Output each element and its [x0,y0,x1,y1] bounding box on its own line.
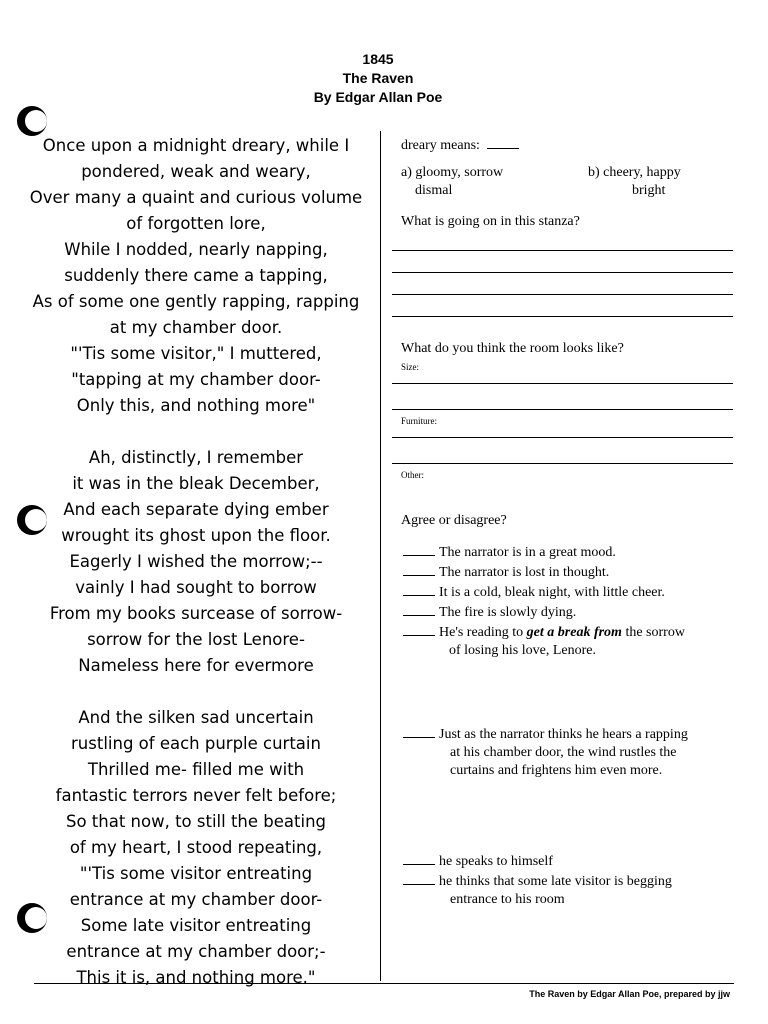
size-label: Size: [401,362,419,372]
room-question: What do you think the room looks like? [401,341,624,356]
list-item: It is a cold, bleak night, with little cheer. [403,582,685,602]
answer-line[interactable] [392,272,733,273]
poem-text [28,133,364,1017]
list-item: he thinks that some late visitor is begging [403,871,672,891]
option-a: a) gloomy, sorrow dismal [401,165,504,198]
answer-line[interactable] [392,383,733,384]
rapping-item: Just as the narrator thinks he hears a rapping at his chamber door, the wind rustles the curtains and frightens him even more. [403,724,688,780]
poem-line: sorrow for the lost Lenore- [87,630,305,649]
poem-line: This it is, and nothing more." [76,968,316,987]
answer-line[interactable] [392,437,733,438]
list-item: The fire is slowly dying. [403,602,685,622]
answer-blank[interactable] [487,135,519,149]
poem-line: pondered, weak and weary, [81,162,311,181]
agree-heading: Agree or disagree? [401,513,507,528]
poem-line: So that now, to still the beating [65,812,327,831]
poem-line: Eagerly I wished the morrow;-- [69,552,323,571]
answer-blank[interactable] [403,582,435,596]
answer-blank[interactable] [403,871,435,885]
poem-line: While I nodded, nearly napping, [64,240,328,259]
answer-blank[interactable] [403,851,435,865]
answer-blank[interactable] [403,562,435,576]
column-divider [380,131,381,981]
poem-line: at my chamber door. [109,318,283,337]
poem-line: And the silken sad uncertain [78,708,314,727]
answer-blank[interactable] [403,542,435,556]
poem-line: it was in the bleak December, [72,474,320,493]
punch-hole-icon [17,106,47,136]
poem-line: Thrilled me- filled me with [87,760,305,779]
poem-line: Ah, distinctly, I remember [88,448,304,467]
poem-line: "'Tis some visitor," I muttered, [70,344,322,363]
final-items: he speaks to himself he thinks that some late visitor is begging entrance to his room [403,851,672,909]
poem-line: From my books surcease of sorrow- [49,604,343,623]
option-b: b) cheery, happy bright [588,165,681,198]
poem-line: of my heart, I stood repeating, [69,838,323,857]
poem-line: And each separate dying ember [63,500,329,519]
poem-line: entrance at my chamber door- [69,890,323,909]
answer-blank[interactable] [403,602,435,616]
list-item: The narrator is lost in thought. [403,562,685,582]
answer-blank[interactable] [403,724,435,738]
list-item: he speaks to himself [403,851,672,871]
poem-line: entrance at my chamber door;- [66,942,326,961]
other-label: Other: [401,470,424,480]
answer-line[interactable] [392,294,733,295]
answer-line[interactable] [392,250,733,251]
footer-credit: The Raven by Edgar Allan Poe, prepared by jjw [529,989,730,999]
statement-list: The narrator is in a great mood. The narrator is lost in thought. It is a cold, bleak night, with little cheer. The fire is slowly dying. He's reading to get a break from the sorrow of losing his love, Lenore. [403,542,685,660]
answer-blank[interactable] [403,622,435,636]
furniture-label: Furniture: [401,416,437,426]
answer-line[interactable] [392,316,733,317]
stanza-1 [28,133,364,419]
document-header [0,50,756,107]
poem-line: Some late visitor entreating [80,916,312,935]
poem-line: "'Tis some visitor entreating [79,864,313,883]
poem-line: of forgotten lore, [126,214,266,233]
list-item: He's reading to get a break from the sorrow [403,622,685,642]
poem-line: Only this, and nothing more" [76,396,316,415]
poem-line: wrought its ghost upon the floor. [61,526,331,545]
answer-line[interactable] [392,409,733,410]
poem-line: Once upon a midnight dreary, while I [42,136,350,155]
stanza-question: What is going on in this stanza? [401,214,580,229]
poem-line: fantastic terrors never felt before; [55,786,337,805]
poem-line: Nameless here for evermore [78,656,314,675]
poem-line: vainly I had sought to borrow [75,578,317,597]
answer-line[interactable] [392,463,733,464]
stanza-2 [28,445,364,679]
poem-line: rustling of each purple curtain [71,734,321,753]
poem-author: By Edgar Allan Poe [313,89,443,105]
dreary-question: dreary means: [401,135,523,155]
stanza-3 [28,705,364,991]
poem-title: The Raven [342,70,414,86]
poem-line: "tapping at my chamber door- [71,370,321,389]
poem-line: Over many a quaint and curious volume [29,188,363,207]
poem-line: suddenly there came a tapping, [64,266,328,285]
list-item: The narrator is in a great mood. [403,542,685,562]
poem-line: As of some one gently rapping, rapping [32,292,360,311]
year: 1845 [362,51,394,67]
